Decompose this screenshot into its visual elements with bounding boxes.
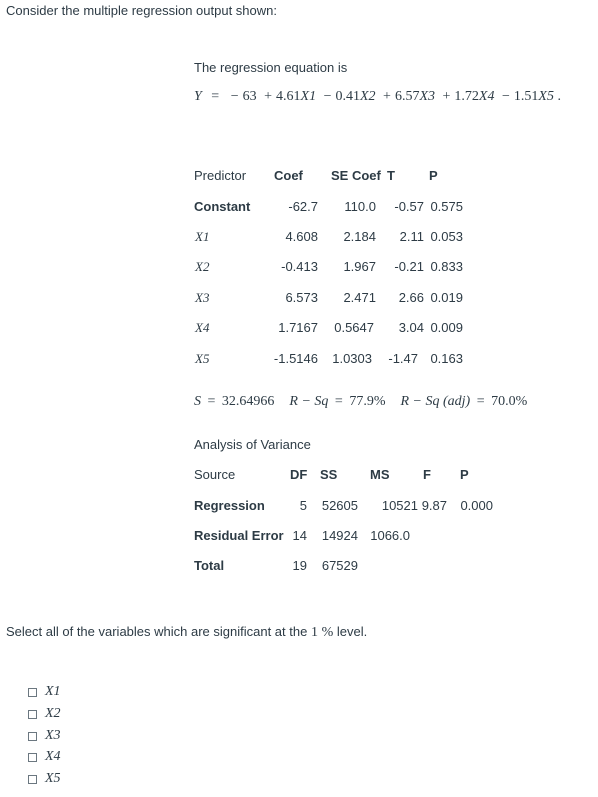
option-label: X5	[45, 771, 61, 786]
option-label: X4	[45, 749, 61, 764]
coef-row-coef: 1.7167	[278, 320, 318, 335]
anova-row-ss: 52605	[321, 498, 358, 513]
coef-header-t: T	[387, 168, 395, 183]
coef-row-coef: -62.7	[288, 199, 318, 214]
coef-row-se: 0.5647	[334, 320, 374, 335]
fit-stats	[194, 394, 527, 410]
s-label: S	[194, 394, 201, 409]
regression-equation	[194, 89, 561, 105]
option-label: X2	[45, 706, 61, 721]
coef-row-p: 0.009	[430, 320, 463, 335]
rsq-adj-value: 70.0%	[491, 394, 528, 409]
term-sign: −	[323, 89, 332, 104]
rsq-adj-equals: =	[476, 394, 485, 409]
coef-header-se: SE Coef	[331, 168, 381, 183]
term-coef: 1.51	[513, 89, 539, 104]
anova-row-df: 19	[292, 558, 307, 573]
anova-header-f: F	[423, 467, 431, 482]
equation-term-4	[439, 89, 498, 104]
coef-row-coef: -0.413	[281, 259, 318, 274]
anova-title: Analysis of Variance	[194, 437, 311, 452]
term-coef: 6.57	[394, 89, 420, 104]
term-sign: −	[230, 89, 239, 104]
coef-row-predictor: X3	[195, 290, 210, 305]
option-x1[interactable]	[28, 683, 61, 701]
checkbox[interactable]	[28, 753, 37, 762]
term-coef: 1.72	[454, 89, 479, 104]
equation-heading: The regression equation is	[194, 60, 348, 75]
anova-header-p: P	[460, 467, 469, 482]
equation-lhs: Y	[194, 89, 202, 104]
coef-row-t: 3.04	[398, 320, 424, 335]
coef-row-t: 2.11	[399, 229, 424, 244]
term-var: X2	[359, 89, 376, 104]
anova-row-df: 14	[292, 528, 307, 543]
term-coef: 0.41	[335, 89, 360, 104]
anova-row-ms: 1066.0	[370, 528, 410, 543]
question-intro: Consider the multiple regression output shown:	[6, 3, 277, 18]
coef-row-predictor: X2	[195, 259, 210, 274]
coef-row-coef: 4.608	[285, 229, 318, 244]
anova-header-df: DF	[290, 467, 308, 482]
checkbox[interactable]	[28, 710, 37, 719]
prompt-text-after: level.	[336, 624, 368, 639]
option-x2[interactable]	[28, 705, 61, 723]
term-sign: +	[442, 89, 451, 104]
equation-term-2	[320, 89, 379, 104]
coef-row-predictor: Constant	[194, 199, 251, 214]
coef-row-se: 1.0303	[332, 351, 372, 366]
coef-row-t: -0.57	[394, 199, 424, 214]
anova-header-ss: SS	[320, 467, 338, 482]
option-x5[interactable]	[28, 770, 61, 788]
equation-equals: =	[211, 89, 220, 104]
rsq-value: 77.9%	[349, 394, 386, 409]
question-prompt	[6, 624, 367, 641]
prompt-level-unit: %	[321, 625, 334, 640]
option-label: X3	[45, 728, 61, 743]
equation-end: .	[557, 89, 561, 104]
term-coef: 63	[242, 89, 257, 104]
term-var: X5	[538, 89, 554, 104]
anova-row-df: 5	[299, 498, 307, 513]
rsq-adj-label: R − Sq (adj)	[400, 394, 471, 409]
coef-row-se: 110.0	[344, 199, 376, 214]
anova-row-source: Regression	[194, 498, 265, 513]
option-x4[interactable]	[28, 748, 61, 766]
term-var: X4	[478, 89, 495, 104]
coef-row-p: 0.833	[430, 259, 463, 274]
term-sign: −	[501, 89, 510, 104]
s-equals: =	[207, 394, 216, 409]
coef-header-p: P	[429, 168, 438, 183]
coef-row-se: 2.184	[343, 229, 376, 244]
coef-row-t: 2.66	[398, 290, 424, 305]
prompt-text-before: Select all of the variables which are significant at the	[6, 624, 308, 639]
option-x3[interactable]	[28, 727, 61, 745]
anova-row-source: Residual Error	[194, 528, 284, 543]
coef-row-p: 0.575	[430, 199, 463, 214]
term-var: X1	[300, 89, 317, 104]
equation-term-1	[260, 89, 319, 104]
anova-row-ms: 10521	[381, 498, 418, 513]
anova-row-source: Total	[194, 558, 225, 573]
coef-row-t: -0.21	[394, 259, 424, 274]
term-coef: 4.61	[276, 89, 301, 104]
coef-row-predictor: X4	[195, 320, 210, 335]
term-var: X3	[419, 89, 436, 104]
coef-row-se: 2.471	[343, 290, 376, 305]
checkbox[interactable]	[28, 688, 37, 697]
equation-term-3	[379, 89, 438, 104]
term-sign: +	[383, 89, 391, 104]
rsq-label: R − Sq	[289, 394, 329, 409]
rsq-equals: =	[334, 394, 343, 409]
anova-row-ss: 67529	[321, 558, 358, 573]
coef-row-t: -1.47	[388, 351, 418, 366]
anova-row-p: 0.000	[460, 498, 493, 513]
prompt-level-number: 1	[310, 625, 318, 640]
coef-row-predictor: X1	[195, 229, 210, 244]
checkbox[interactable]	[28, 775, 37, 784]
option-label: X1	[45, 684, 61, 699]
coef-row-p: 0.053	[430, 229, 463, 244]
equation-term-5	[498, 89, 557, 104]
coef-header-coef: Coef	[274, 168, 303, 183]
coef-row-p: 0.163	[430, 351, 463, 366]
coef-header-predictor: Predictor	[194, 168, 247, 183]
anova-header-source: Source	[194, 467, 236, 482]
coef-row-p: 0.019	[430, 290, 463, 305]
anova-row-ss: 14924	[321, 528, 358, 543]
coef-row-se: 1.967	[343, 259, 376, 274]
checkbox[interactable]	[28, 732, 37, 741]
term-sign: +	[264, 89, 273, 104]
s-value: 32.64966	[221, 394, 275, 409]
coef-row-predictor: X5	[195, 351, 210, 366]
anova-row-f: 9.87	[421, 498, 447, 513]
anova-header-ms: MS	[370, 467, 390, 482]
coef-row-coef: -1.5146	[273, 351, 318, 366]
coef-row-coef: 6.573	[285, 290, 318, 305]
equation-term-0	[229, 89, 260, 104]
